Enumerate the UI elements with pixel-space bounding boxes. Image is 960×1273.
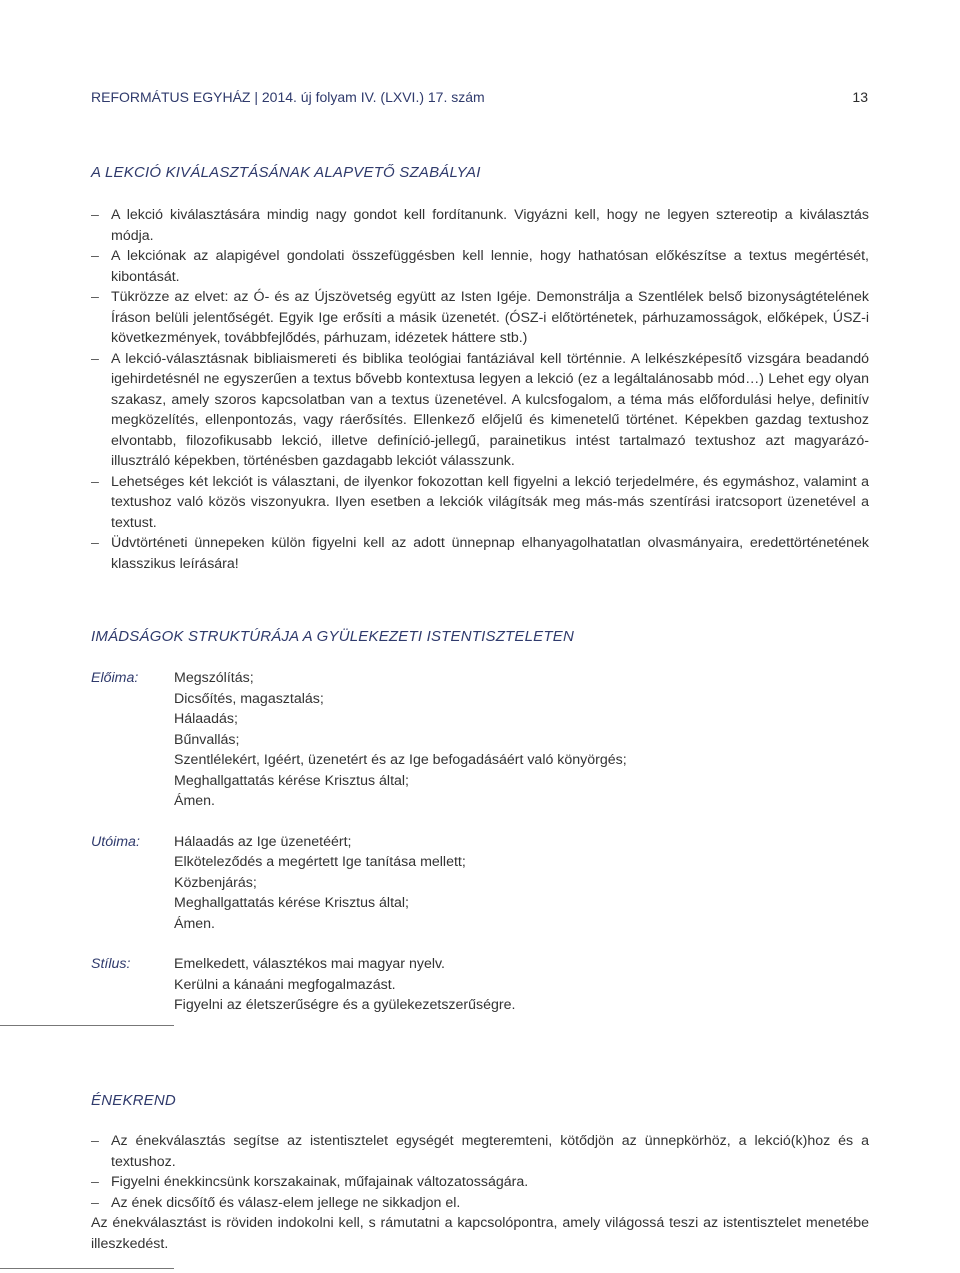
list-item: – Tükrözze az elvet: az Ó- és az Újszövetség együtt az Isten Igéje. Demonstrálja a Szentlélek belső bizonyságtételének Íráson belüli jelentőségét. Egyik Ige erősíti a másik üzenetét. (ÓSZ-i előtörténetek, párhuzamosságok, előképek, ÚSZ-i következmények, továbbfejlődés, párhuzam, idézetek háttere stb.) (91, 289, 869, 346)
prayer-item: Meghallgattatás kérése Krisztus által; (174, 772, 409, 789)
running-title: REFORMÁTUS EGYHÁZ | 2014. új folyam IV. (LXVI.) 17. szám (91, 89, 485, 105)
prayer-item: Elköteleződés a megértett Ige tanítása mellett; (174, 854, 466, 870)
prayer-group-stilus (91, 954, 627, 1016)
dash-bullet: – (91, 1194, 99, 1211)
dash-bullet: – (91, 207, 99, 223)
dash-bullet: – (91, 289, 99, 305)
prayer-item: Közbenjárás; (174, 874, 257, 891)
prayer-item: Ámen. (174, 915, 216, 932)
list-item: – Az ének dicsőítő és válasz-elem jellege ne sikkadjon el. (91, 1193, 869, 1214)
list-item: – A lekció kiválasztására mindig nagy gondot kell fordítanunk. Vigyázni kell, hogy ne legyen sztereotip a kiválasztás módja. (91, 207, 869, 244)
page-number: 13 (852, 89, 868, 105)
enekrend-list (91, 1131, 869, 1213)
lekcio-rules-list (91, 205, 869, 574)
prayer-group-label: Utóima: (91, 833, 140, 850)
dash-bullet: – (91, 350, 99, 367)
section-heading-imadsagok: IMÁDSÁGOK STRUKTÚRÁJA A GYÜLEKEZETI ISTENTISZTELETEN (91, 628, 574, 645)
list-item: – Az énekválasztás segítse az istentisztelet egységét megteremteni, kötődjön az ünnepkörhöz, a lekció(k)hoz és a textushoz. (91, 1133, 869, 1170)
dash-bullet: – (91, 248, 99, 264)
list-item: – A lekciónak az alapigével gondolati összefüggésben kell lennie, hogy hathatósan előkészítse a textus megértését, kibontását. (91, 248, 869, 285)
list-item: – Figyelni énekkincsünk korszakainak, műfajainak változatosságára. (91, 1172, 869, 1193)
dash-bullet: – (91, 1133, 99, 1149)
list-item: – Lehetséges két lekciót is választani, de ilyenkor fokozottan kell figyelni a lekció terjedelmére, és egymáshoz, valamint a textushoz való közös viszonyukra. Ilyen esetben a lekciók világítsák meg más-más szentírási iratcsoport üzenetével a textust. (91, 473, 869, 531)
prayer-item: Megszólítás; (174, 670, 254, 686)
dash-bullet: – (91, 1174, 99, 1190)
bottom-divider (0, 1268, 174, 1269)
list-item: – A lekció-választásnak bibliaismereti és biblika teológiai fantáziával kell történnie. A lelkészképesítő vizsgára beadandó igehirdetésnél ne egyszerűen a textus bővebb kontextusa legyen a lekció (ez a legáltalánosabb mód…) Lehet egy olyan szakasz, amely szoros kapcsolatban van a textus üzenetével. A kulcsfogalom, a téma más előfordulási helye, definitív megközelítés, ellenpontozás, vagy ráerősítés. Ellenkező előjelű és kimenetelű történet. Képekben gazdag textushoz elvontabb, filozofikusabb lekció, illetve definíció-jellegű, parainetikus intést tartalmazó textushoz azt magyarázó-illusztráló képekben, történésben gazdagabb lekciót válasszunk. (91, 350, 869, 469)
page-header (91, 89, 868, 109)
prayer-structure (91, 668, 627, 1016)
prayer-group-utoima (91, 832, 627, 935)
section-divider (0, 1025, 174, 1026)
prayer-group-eloima (91, 668, 627, 812)
prayer-item: Hálaadás; (174, 711, 238, 727)
section-heading-enekrend: ÉNEKREND (91, 1092, 176, 1109)
prayer-group-label: Előima: (91, 670, 139, 686)
prayer-item: Meghallgattatás kérése Krisztus által; (174, 895, 409, 911)
prayer-item: Szentlélekért, Igéért, üzenetért és az Ige befogadásáért való könyörgés; (174, 752, 627, 768)
prayer-group-label: Stílus: (91, 956, 131, 972)
prayer-item: Dicsőítés, magasztalás; (174, 690, 324, 707)
closing-paragraph: Az énekválasztást is röviden indokolni kell, s rámutatni a kapcsolópontra, amely világossá teszi az istentisztelet menetébe illeszkedést. (91, 1215, 869, 1252)
prayer-item: Kerülni a kánaáni megfogalmazást. (174, 976, 396, 993)
dash-bullet: – (91, 473, 99, 490)
dash-bullet: – (91, 535, 99, 551)
prayer-item: Ámen. (174, 793, 216, 809)
prayer-item: Figyelni az életszerűségre és a gyülekezetszerűségre. (174, 997, 516, 1013)
list-item: – Üdvtörténeti ünnepeken külön figyelni kell az adott ünnepnap elhanyagolhatatlan olvasmányaira, eredettörténetének klasszikus leírására! (91, 535, 869, 572)
section-heading-lekcio: A LEKCIÓ KIVÁLASZTÁSÁNAK ALAPVETŐ SZABÁLYAI (91, 164, 481, 181)
prayer-item: Bűnvallás; (174, 731, 240, 748)
prayer-item: Hálaadás az Ige üzenetéért; (174, 833, 352, 850)
prayer-item: Emelkedett, választékos mai magyar nyelv. (174, 956, 445, 972)
